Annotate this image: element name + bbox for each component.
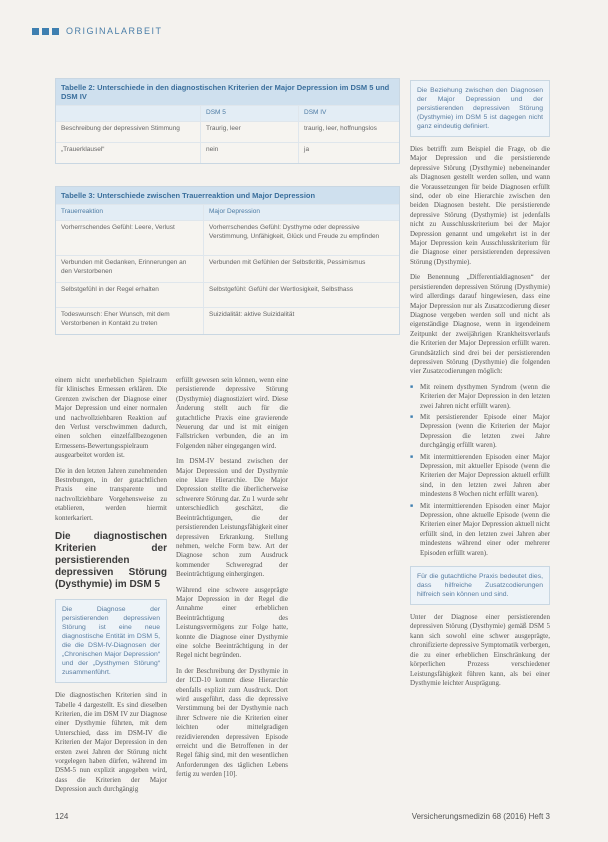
list-item: ■ Mit intermittierenden Episoden einer Major Depression, mit aktueller Episode (wenn die Kriterien der Major Depression aktuell erfüllt sind, in den letzten zwei Jahren aber mindestens 8 Wochen nicht erfüllt waren). <box>410 453 550 500</box>
table-header-cell: Major Depression <box>209 208 260 215</box>
paragraph: Die diagnostischen Kriterien sind in Tabelle 4 dargestellt. Es sind dieselben Kriterien, die im DSM IV zur Diagnose einer Dysthymie führten, mit dem Unterschied, dass im DSM-IV die Kriterien der Major Depression in den ersten zwei Jahren der Störung nicht vorgelegen haben dürfen, während im DSM-5 nun explizit angegeben wird, dass die Kriterien der Major Depression auch durchgängig <box>55 691 167 794</box>
table-row <box>56 142 399 163</box>
paragraph: Während eine schwere ausgeprägte Major Depression in der Regel die Annahme einer erheblichen Beeinträchtigung des Leistungsvermögens zur Folge hatte, konnte die Diagnose einer Dysthymie eine solche Beeinträchtigung in der Regel nicht begründen. <box>176 585 288 660</box>
section-title: Die diagnostischen Kriterien der persistierenden depressiven Störung (Dysthymie) im DSM 5 <box>55 531 167 591</box>
header-square-icon <box>42 28 49 35</box>
table-cell: ja <box>304 145 310 153</box>
page-number: 124 <box>55 812 69 821</box>
page-header <box>32 26 163 36</box>
table-cell: nein <box>201 143 299 163</box>
highlight-box: Die Diagnose der persistierenden depressiven Störung ist eine neue diagnostische Entität im DSM 5, die die DSM-IV-Diagnosen der „Chronischen Major Depression“ und der „Dysthymen Störung“ zusammenführt. <box>55 599 167 683</box>
list-item: ■ Mit intermittierenden Episoden einer Major Depression, ohne aktuelle Episode (wenn die Kriterien einer Major Depression aktuell nicht erfüllt sind, in den letzten zwei Jahren aber mindestens während einer oder mehrerer Episoden erfüllt waren). <box>410 502 550 558</box>
table-cell: Traurig, leer <box>201 122 299 142</box>
table-cell: Verbunden mit Gedanken, Erinnerungen an den Verstorbenen <box>56 256 204 282</box>
table-cell: Beschreibung der depressiven Stimmung <box>56 122 201 142</box>
table-cell: traurig, leer, hoffnungslos <box>304 124 377 132</box>
table-header-cell: DSM 5 <box>201 106 299 121</box>
journal-citation: Versicherungsmedizin 68 (2016) Heft 3 <box>411 812 550 821</box>
table-3-caption: Tabelle 3: Unterschiede zwischen Trauerreaktion und Major Depression <box>56 187 399 204</box>
table-cell: Vorherrschendes Gefühl: Leere, Verlust <box>56 221 204 255</box>
section-label: ORIGINALARBEIT <box>66 26 163 36</box>
table-row <box>56 220 399 255</box>
paragraph: Die in den letzten Jahren zunehmenden Bestrebungen, in der gutachtlichen Praxis eine transparente und nachvollziehbare Vorgehensweise zu etablieren, werden hiermit konterkariert. <box>55 466 167 522</box>
paragraph: Unter der Diagnose einer persistierenden depressiven Störung (Dysthymie) gemäß DSM 5 kann sich sowohl eine schwer ausgeprägte, chronifizierte depressive Symptomatik verbergen, die zu einer erheblichen Einschränkung der körperlichen Prozess verschiedener Leistungsfähigkeit führen kann, als bei einer Dysthymie leichter Ausprägung. <box>410 613 550 687</box>
table-cell: Verbunden mit Gefühlen der Selbstkritik, Pessimismus <box>209 258 366 266</box>
bullet-list <box>410 383 550 558</box>
paragraph: erfüllt gewesen sein können, wenn eine persistierende depressive Störung (Dysthymie) diagnostiziert wird. Diese Änderung stellt auch für die gutachtliche Praxis eine gravierende Neuerung dar und ist mit einigen Fallstricken verbunden, die an im Folgenden näher eingegangen wird. <box>176 376 288 450</box>
highlight-box: Die Beziehung zwischen den Diagnosen der Major Depression und der persistierenden depressiven Störung (Dysthymie) im DSM 5 ist dagegen nicht ganz eindeutig definiert. <box>410 80 550 137</box>
table-row <box>56 121 399 142</box>
table-row <box>56 307 399 334</box>
table-cell: Todeswunsch: Eher Wunsch, mit dem Verstorbenen in Kontakt zu treten <box>56 308 204 334</box>
table-header-cell: DSM IV <box>304 109 327 116</box>
text-column-2 <box>176 376 288 786</box>
table-row <box>56 282 399 307</box>
list-item: ■ Mit persistierender Episode einer Major Depression (wenn die Kriterien der Major Depression die letzten zwei Jahre durchgängig erfüllt waren). <box>410 413 550 451</box>
highlight-box: Für die gutachtliche Praxis bedeutet dies, dass hilfreiche Zusatzcodierungen hilfreich sein können und sind. <box>410 566 550 605</box>
table-3 <box>55 186 400 335</box>
table-cell: Selbstgefühl in der Regel erhalten <box>56 283 204 307</box>
paragraph: Im DSM-IV bestand zwischen der Major Depression und der Dysthymie eine klare Hierarchie. Die Major Depression stellte die überlicherweise schwerere Störung dar. Zu 1 wurde sehr unterschiedlich geschätzt, die Beeinträchtigungen, die der persistierenden Leistungsfähigkeit einer depressiven Erkrankung. Stellung nehmen, welche Form bzw. Art der Diagnose schon zum Ausdruck kommender Schweregrad der Beeinträchtigung einhergingen. <box>176 457 288 579</box>
table-cell: Selbstgefühl: Gefühl der Wertlosigkeit, Selbsthass <box>209 285 354 293</box>
paragraph: In der Beschreibung der Dysthymie in der ICD-10 kommt diese Hierarchie ebenfalls explizit zum Ausdruck. Dort wird ausgeführt, dass die depressive Verstimmung bei der Dysthymie nach ihrer Schwere nie die Kriterien einer leichten oder mittelgradigen rezidivierenden depressiven Episode erreicht und die Betroffenen in der Regel fähig sind, mit den wesentlichen Anforderungen des täglichen Lebens fertig zu werden [10]. <box>176 666 288 779</box>
paragraph: Dies betrifft zum Beispiel die Frage, ob die Major Depression und die persistierende depressive Störung (Dysthymie) nebeneinander als Diagnosen gestellt werden sollen, und wann die Voraussetzungen für beide Diagnosen erfüllt sind, oder ob eine Hierarchie zwischen den beiden Diagnosen besteht. Die persistierende depressive Störung (Dysthymie) ist jedenfalls nicht zu Ausschlusskriterium bei der Major Depression genannt und umgekehrt ist in der Major Depression kein Ausschlusskriterium für die Diagnose einer persistierenden depressiven Störung (Dysthymie). <box>410 145 550 266</box>
table-2-header-row <box>56 105 399 121</box>
header-square-icon <box>32 28 39 35</box>
table-cell: „Trauerklausel“ <box>56 143 201 163</box>
table-cell: Suizidalität: aktive Suizidalität <box>209 310 295 318</box>
table-header-cell: Trauerreaktion <box>56 205 204 220</box>
text-column-3 <box>410 80 550 694</box>
header-square-icon <box>52 28 59 35</box>
text-column-1 <box>55 376 167 801</box>
table-3-header-row <box>56 204 399 220</box>
table-row <box>56 255 399 282</box>
table-2-caption: Tabelle 2: Unterschiede in den diagnostischen Kriterien der Major Depression im DSM 5 und DSM IV <box>56 79 399 105</box>
table-2 <box>55 78 400 164</box>
table-header-cell <box>56 106 201 121</box>
paragraph: einem nicht unerheblichen Spielraum für klinisches Ermessen erklären. Die Grenzen zwischen der Diagnose einer Major Depression und einer normalen und nachvollziehbaren Reaktion auf den Verlust verschwimmen dadurch, einen solchen einzelfallbezogenen Ermessens-Bewertungsspielraum ausgearbeitet worden ist. <box>55 376 167 460</box>
table-cell: Vorherrschendes Gefühl: Dysthyme oder depressive Verstimmung, Unfähigkeit, Glück und Freude zu empfinden <box>209 223 380 240</box>
list-item: ■ Mit reinem dysthymen Syndrom (wenn die Kriterien der Major Depression in den letzten zwei Jahren nicht erfüllt waren). <box>410 383 550 411</box>
paragraph: Die Benennung „Differentialdiagnosen“ der persistierenden depressiven Störung (Dysthymie) wird allerdings darauf hingewiesen, dass eine Major Depression nur als Zusatzcodierung dieser Diagnose vergeben werden soll und nicht als eigenständige Diagnose, wenn in irgendeinem Zeitpunkt der zweijährigen Krankheitsverlaufs die Kriterien der Major Depression erfüllt waren. Grundsätzlich sind drei bei der persistierenden depressiven Störung (Dysthymie) die folgenden vier Zusatzcodierungen möglich: <box>410 273 550 376</box>
